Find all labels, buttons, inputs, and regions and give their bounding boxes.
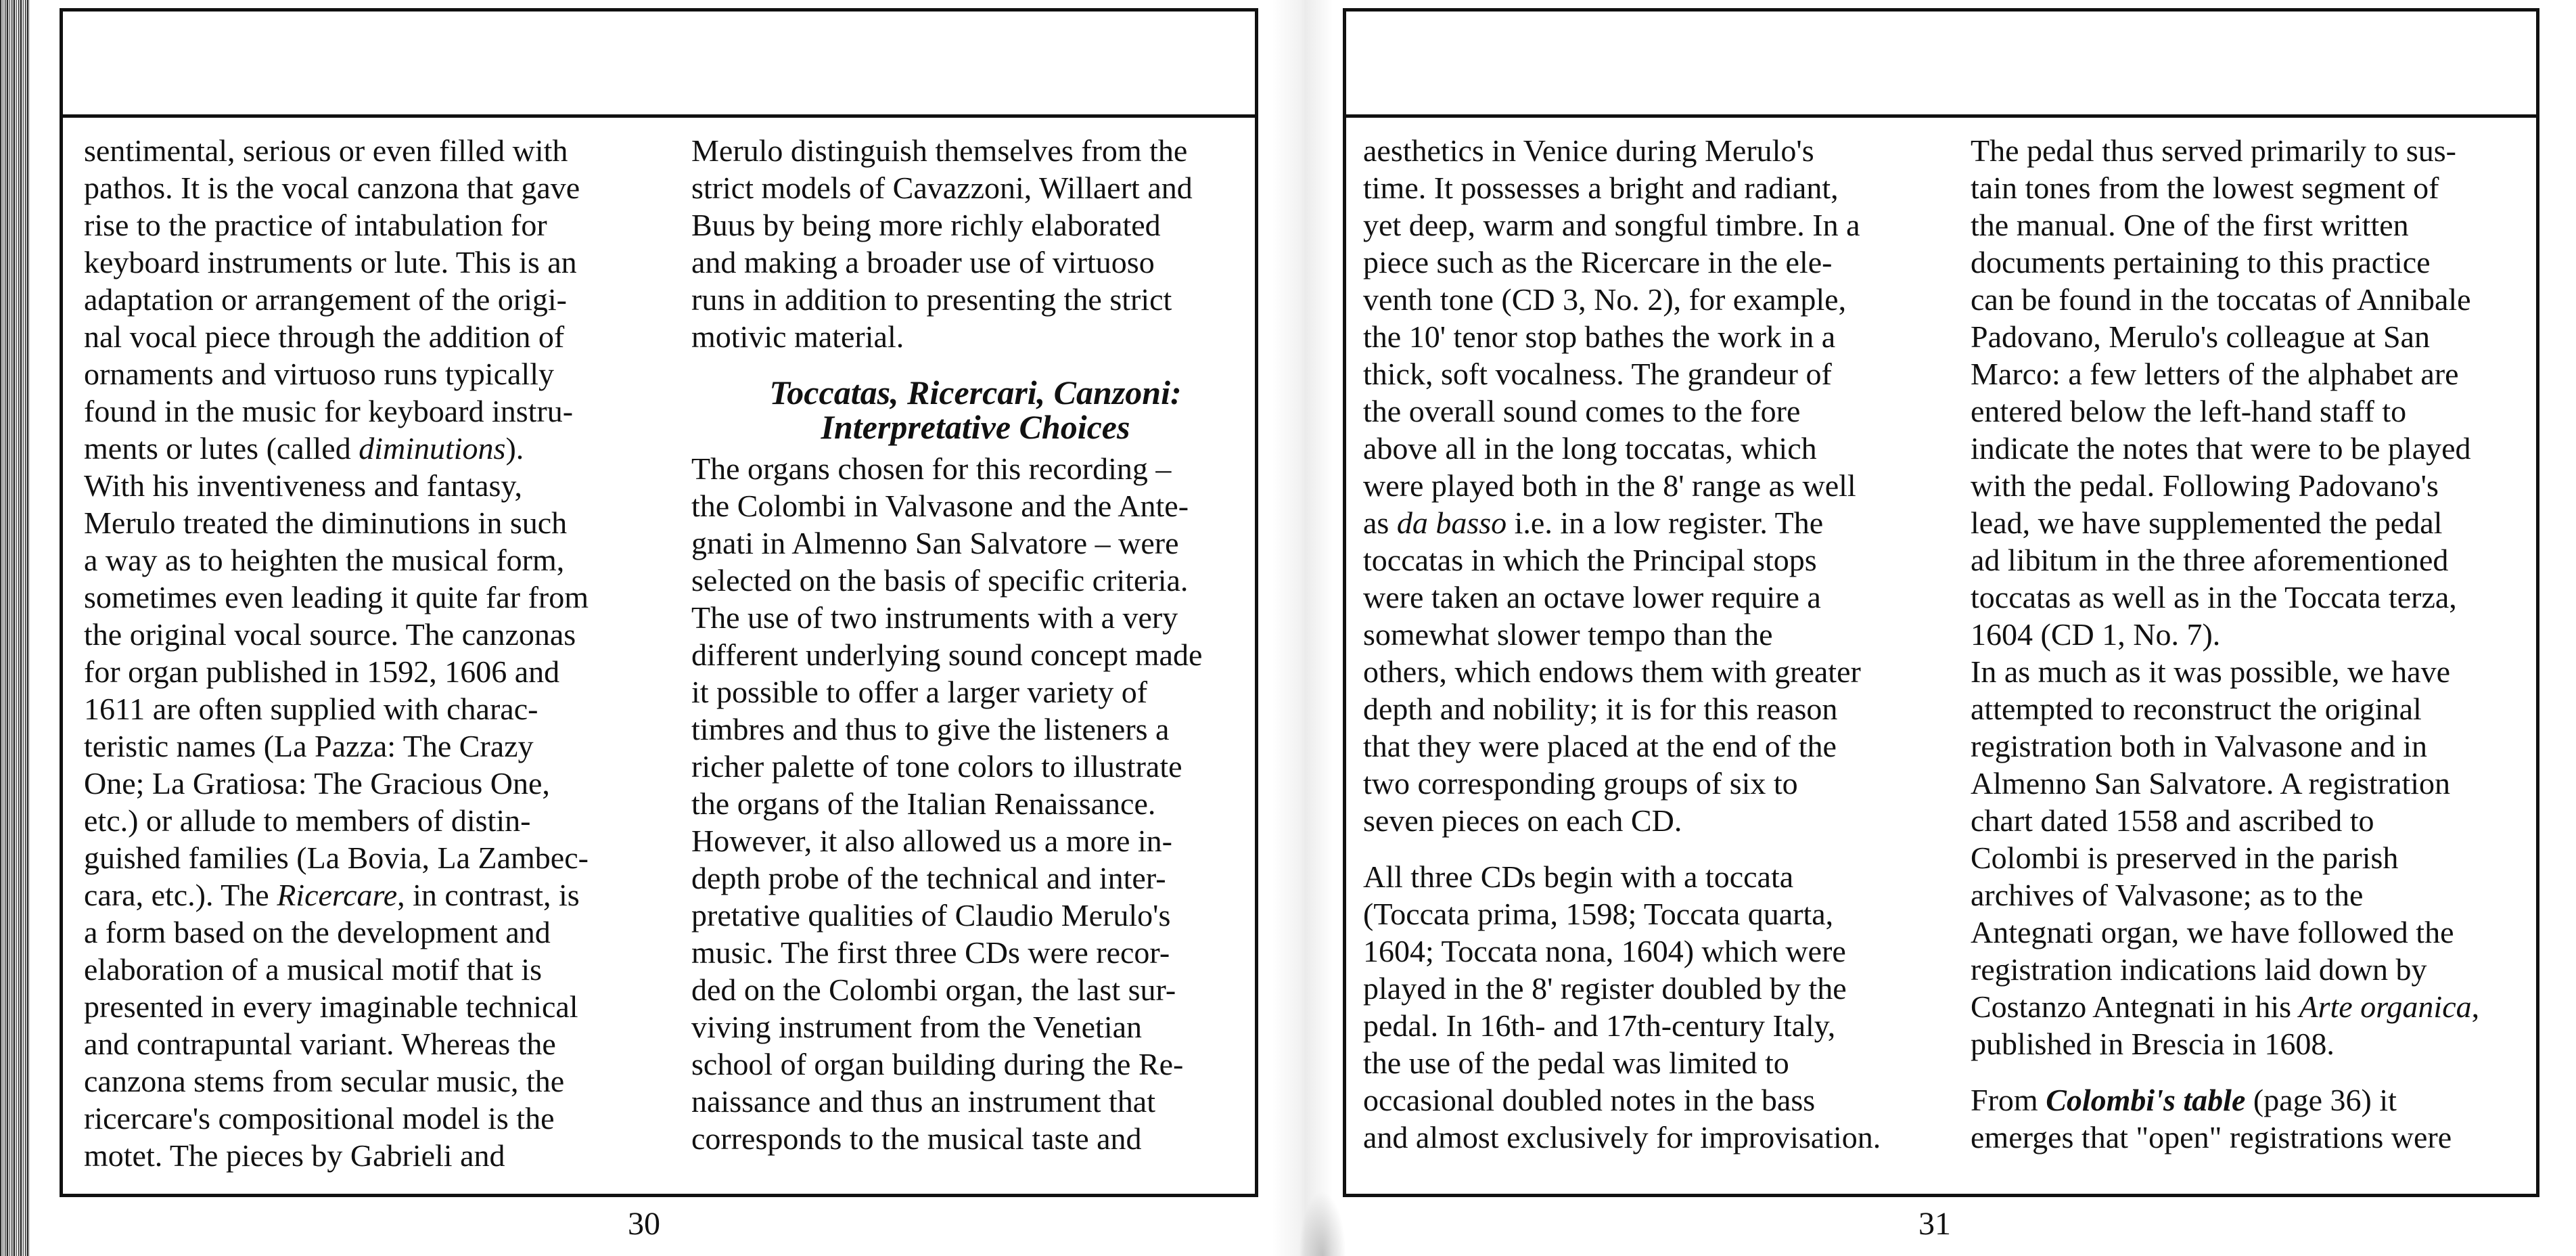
text-line: presented in every imaginable technical <box>84 989 578 1024</box>
text-line: the original vocal source. The canzonas <box>84 617 576 652</box>
text-line: tain tones from the lowest segment of <box>1971 171 2439 205</box>
text-line: strict models of Cavazzoni, Willaert and <box>691 171 1193 205</box>
text-line: can be found in the toccatas of Annibale <box>1971 282 2471 317</box>
text-line: attempted to reconstruct the original <box>1971 692 2422 726</box>
text-line: played in the 8' register doubled by the <box>1363 971 1847 1006</box>
text-line: the organs of the Italian Renaissance. <box>691 786 1156 821</box>
text-line: music. The first three CDs were recor- <box>691 935 1170 970</box>
text-line: thick, soft vocalness. The grandeur of <box>1363 357 1832 391</box>
text-line: ornaments and virtuoso runs typically <box>84 357 554 391</box>
text-line: The pedal thus served primarily to sus- <box>1971 133 2456 168</box>
text-line: time. It possesses a bright and radiant, <box>1363 171 1839 205</box>
text-line: Colombi is preserved in the parish <box>1971 840 2399 875</box>
text-line: viving instrument from the Venetian <box>691 1010 1143 1044</box>
text-run: , <box>2471 989 2480 1024</box>
text-line: canzona stems from secular music, the <box>84 1064 565 1098</box>
text-line: archives of Valvasone; as to the <box>1971 878 2364 912</box>
text-line: motivic material. <box>691 319 904 354</box>
text-line: chart dated 1558 and ascribed to <box>1971 803 2374 838</box>
text-line: toccatas in which the Principal stops <box>1363 543 1817 577</box>
text-run: Costanzo Antegnati in his <box>1971 989 2299 1024</box>
text-run: cara, etc.). The <box>84 878 277 912</box>
text-line: selected on the basis of specific criteria. <box>691 563 1189 598</box>
text-line <box>84 430 652 467</box>
text-line: aesthetics in Venice during Merulo's <box>1363 133 1814 168</box>
text-line <box>1363 504 1931 541</box>
text-line: emerges that "open" registrations were <box>1971 1120 2452 1154</box>
text-line: school of organ building during the Re- <box>691 1047 1184 1081</box>
text-run: ). <box>505 431 524 466</box>
text-line: The organs chosen for this recording – <box>691 451 1172 486</box>
text-line: pathos. It is the vocal canzona that gave <box>84 171 580 205</box>
text-line: published in Brescia in 1608. <box>1971 1027 2334 1061</box>
paragraph-spacer <box>1363 839 1931 858</box>
text-line: runs in addition to presenting the strict <box>691 282 1172 317</box>
text-line: 1604; Toccata nona, 1604) which were <box>1363 934 1846 968</box>
text-line: All three CDs begin with a toccata <box>1363 859 1794 894</box>
text-line: piece such as the Ricercare in the ele- <box>1363 245 1833 279</box>
right-page-column-2 <box>1971 132 2539 1156</box>
text-line: lead, we have supplemented the pedal <box>1971 506 2443 540</box>
text-line: gnati in Almenno San Salvatore – were <box>691 526 1179 560</box>
text-line: pedal. In 16th- and 17th-century Italy, <box>1363 1008 1836 1043</box>
gutter-scan-shadow <box>1299 1191 1346 1256</box>
left-page-column-1 <box>84 132 652 1174</box>
text-line: the use of the pedal was limited to <box>1363 1046 1789 1080</box>
text-line: etc.) or allude to members of distin- <box>84 803 531 838</box>
text-line: documents pertaining to this practice <box>1971 245 2431 279</box>
left-page-column-2 <box>691 132 1260 1157</box>
italic-title-arte-organica: Arte organica <box>2299 989 2472 1024</box>
text-line: and making a broader use of virtuoso <box>691 245 1155 279</box>
text-line: the overall sound comes to the fore <box>1363 394 1801 428</box>
text-line: timbres and thus to give the listeners a <box>691 712 1170 746</box>
section-spacer <box>691 355 1260 376</box>
text-line: Marco: a few letters of the alphabet are <box>1971 357 2459 391</box>
text-line: the 10' tenor stop bathes the work in a <box>1363 319 1836 354</box>
text-line: nal vocal piece through the addition of <box>84 319 565 354</box>
page-number-left: 30 <box>628 1206 660 1242</box>
text-line: two corresponding groups of six to <box>1363 766 1798 801</box>
text-line: sometimes even leading it quite far from <box>84 580 589 614</box>
text-line: adaptation or arrangement of the origi- <box>84 282 567 317</box>
text-line: naissance and thus an instrument that <box>691 1084 1156 1119</box>
text-line <box>1971 988 2539 1025</box>
text-line: Padovano, Merulo's colleague at San <box>1971 319 2430 354</box>
italic-term-ricercare: Ricercare <box>277 878 398 912</box>
text-line: registration indications laid down by <box>1971 952 2427 987</box>
gutter-shadow <box>1272 0 1333 1256</box>
text-line: In as much as it was possible, we have <box>1971 654 2451 689</box>
text-line: The use of two instruments with a very <box>691 600 1178 635</box>
text-line: teristic names (La Pazza: The Crazy <box>84 729 534 763</box>
book-binding-edge <box>0 0 30 1256</box>
text-line: guished families (La Bovia, La Zambec- <box>84 840 589 875</box>
text-run: ments or lutes (called <box>84 431 359 466</box>
text-line: toccatas as well as in the Toccata terza, <box>1971 580 2457 614</box>
text-line: However, it also allowed us a more in- <box>691 824 1172 858</box>
text-line: different underlying sound concept made <box>691 637 1203 672</box>
text-line: motet. The pieces by Gabrieli and <box>84 1138 505 1173</box>
text-line: One; La Gratiosa: The Gracious One, <box>84 766 550 801</box>
text-line: registration both in Valvasone and in <box>1971 729 2427 763</box>
text-line: others, which endows them with greater <box>1363 654 1861 689</box>
text-line: pretative qualities of Claudio Merulo's <box>691 898 1171 933</box>
text-line: indicate the notes that were to be played <box>1971 431 2471 466</box>
text-line: ad libitum in the three aforementioned <box>1971 543 2449 577</box>
text-line: depth and nobility; it is for this reason <box>1363 692 1838 726</box>
right-page-column-1 <box>1363 132 1931 1156</box>
text-line: With his inventiveness and fantasy, <box>84 468 522 503</box>
bold-italic-colombis-table: Colombi's table <box>2046 1083 2246 1117</box>
text-line: it possible to offer a larger variety of <box>691 675 1148 709</box>
text-line: ricercare's compositional model is the <box>84 1101 555 1136</box>
text-line: the Colombi in Valvasone and the Ante- <box>691 489 1189 523</box>
text-line: entered below the left-hand staff to <box>1971 394 2407 428</box>
text-line: found in the music for keyboard instru- <box>84 394 574 428</box>
text-line: elaboration of a musical motif that is <box>84 952 543 987</box>
text-line: 1611 are often supplied with charac- <box>84 692 538 726</box>
right-page-frame <box>1343 8 2539 1197</box>
text-line: 1604 (CD 1, No. 7). <box>1971 617 2221 652</box>
section-heading-line-2: Interpretative Choices <box>821 408 1130 446</box>
text-line: for organ published in 1592, 1606 and <box>84 654 560 689</box>
text-line: richer palette of tone colors to illustrate <box>691 749 1182 784</box>
text-line: Merulo treated the diminutions in such <box>84 506 568 540</box>
text-line: the manual. One of the first written <box>1971 208 2409 242</box>
right-page-header-band <box>1346 12 2536 118</box>
text-run: From <box>1971 1083 2046 1117</box>
text-line: yet deep, warm and songful timbre. In a <box>1363 208 1860 242</box>
text-line: a form based on the development and <box>84 915 551 949</box>
text-run: as <box>1363 506 1397 540</box>
text-line: depth probe of the technical and inter- <box>691 861 1166 895</box>
text-run: (page 36) it <box>2245 1083 2397 1117</box>
text-line: were played both in the 8' range as well <box>1363 468 1856 503</box>
paragraph-spacer <box>1971 1062 2539 1081</box>
text-line: with the pedal. Following Padovano's <box>1971 468 2439 503</box>
left-page-frame <box>60 8 1258 1197</box>
section-heading-line-1: Toccatas, Ricercari, Canzoni: <box>769 374 1182 411</box>
text-line: ded on the Colombi organ, the last sur- <box>691 972 1176 1007</box>
text-line: sentimental, serious or even filled with <box>84 133 568 168</box>
text-line: Merulo distinguish themselves from the <box>691 133 1188 168</box>
page-number-right: 31 <box>1918 1206 1951 1242</box>
text-line: Antegnati organ, we have followed the <box>1971 915 2454 949</box>
text-line: Buus by being more richly elaborated <box>691 208 1161 242</box>
left-page-header-band <box>63 12 1255 118</box>
text-line: venth tone (CD 3, No. 2), for example, <box>1363 282 1847 317</box>
text-line: keyboard instruments or lute. This is an <box>84 245 577 279</box>
text-run: i.e. in a low register. The <box>1506 506 1824 540</box>
text-line: (Toccata prima, 1598; Toccata quarta, <box>1363 897 1834 931</box>
text-line: occasional doubled notes in the bass <box>1363 1083 1816 1117</box>
text-line: above all in the long toccatas, which <box>1363 431 1817 466</box>
text-line: Almenno San Salvatore. A registration <box>1971 766 2451 801</box>
italic-term-diminutions: diminutions <box>359 431 506 466</box>
text-line: a way as to heighten the musical form, <box>84 543 565 577</box>
text-line: were taken an octave lower require a <box>1363 580 1821 614</box>
text-line <box>84 876 652 914</box>
text-line: that they were placed at the end of the <box>1363 729 1837 763</box>
text-line: somewhat slower tempo than the <box>1363 617 1773 652</box>
text-line: corresponds to the musical taste and <box>691 1121 1142 1156</box>
italic-term-da-basso: da basso <box>1396 506 1507 540</box>
text-line: rise to the practice of intabulation for <box>84 208 547 242</box>
text-line <box>1971 1081 2539 1119</box>
text-line: seven pieces on each CD. <box>1363 803 1682 838</box>
text-line: and almost exclusively for improvisation. <box>1363 1120 1881 1154</box>
text-run: , in contrast, is <box>397 878 580 912</box>
text-line: and contrapuntal variant. Whereas the <box>84 1027 556 1061</box>
